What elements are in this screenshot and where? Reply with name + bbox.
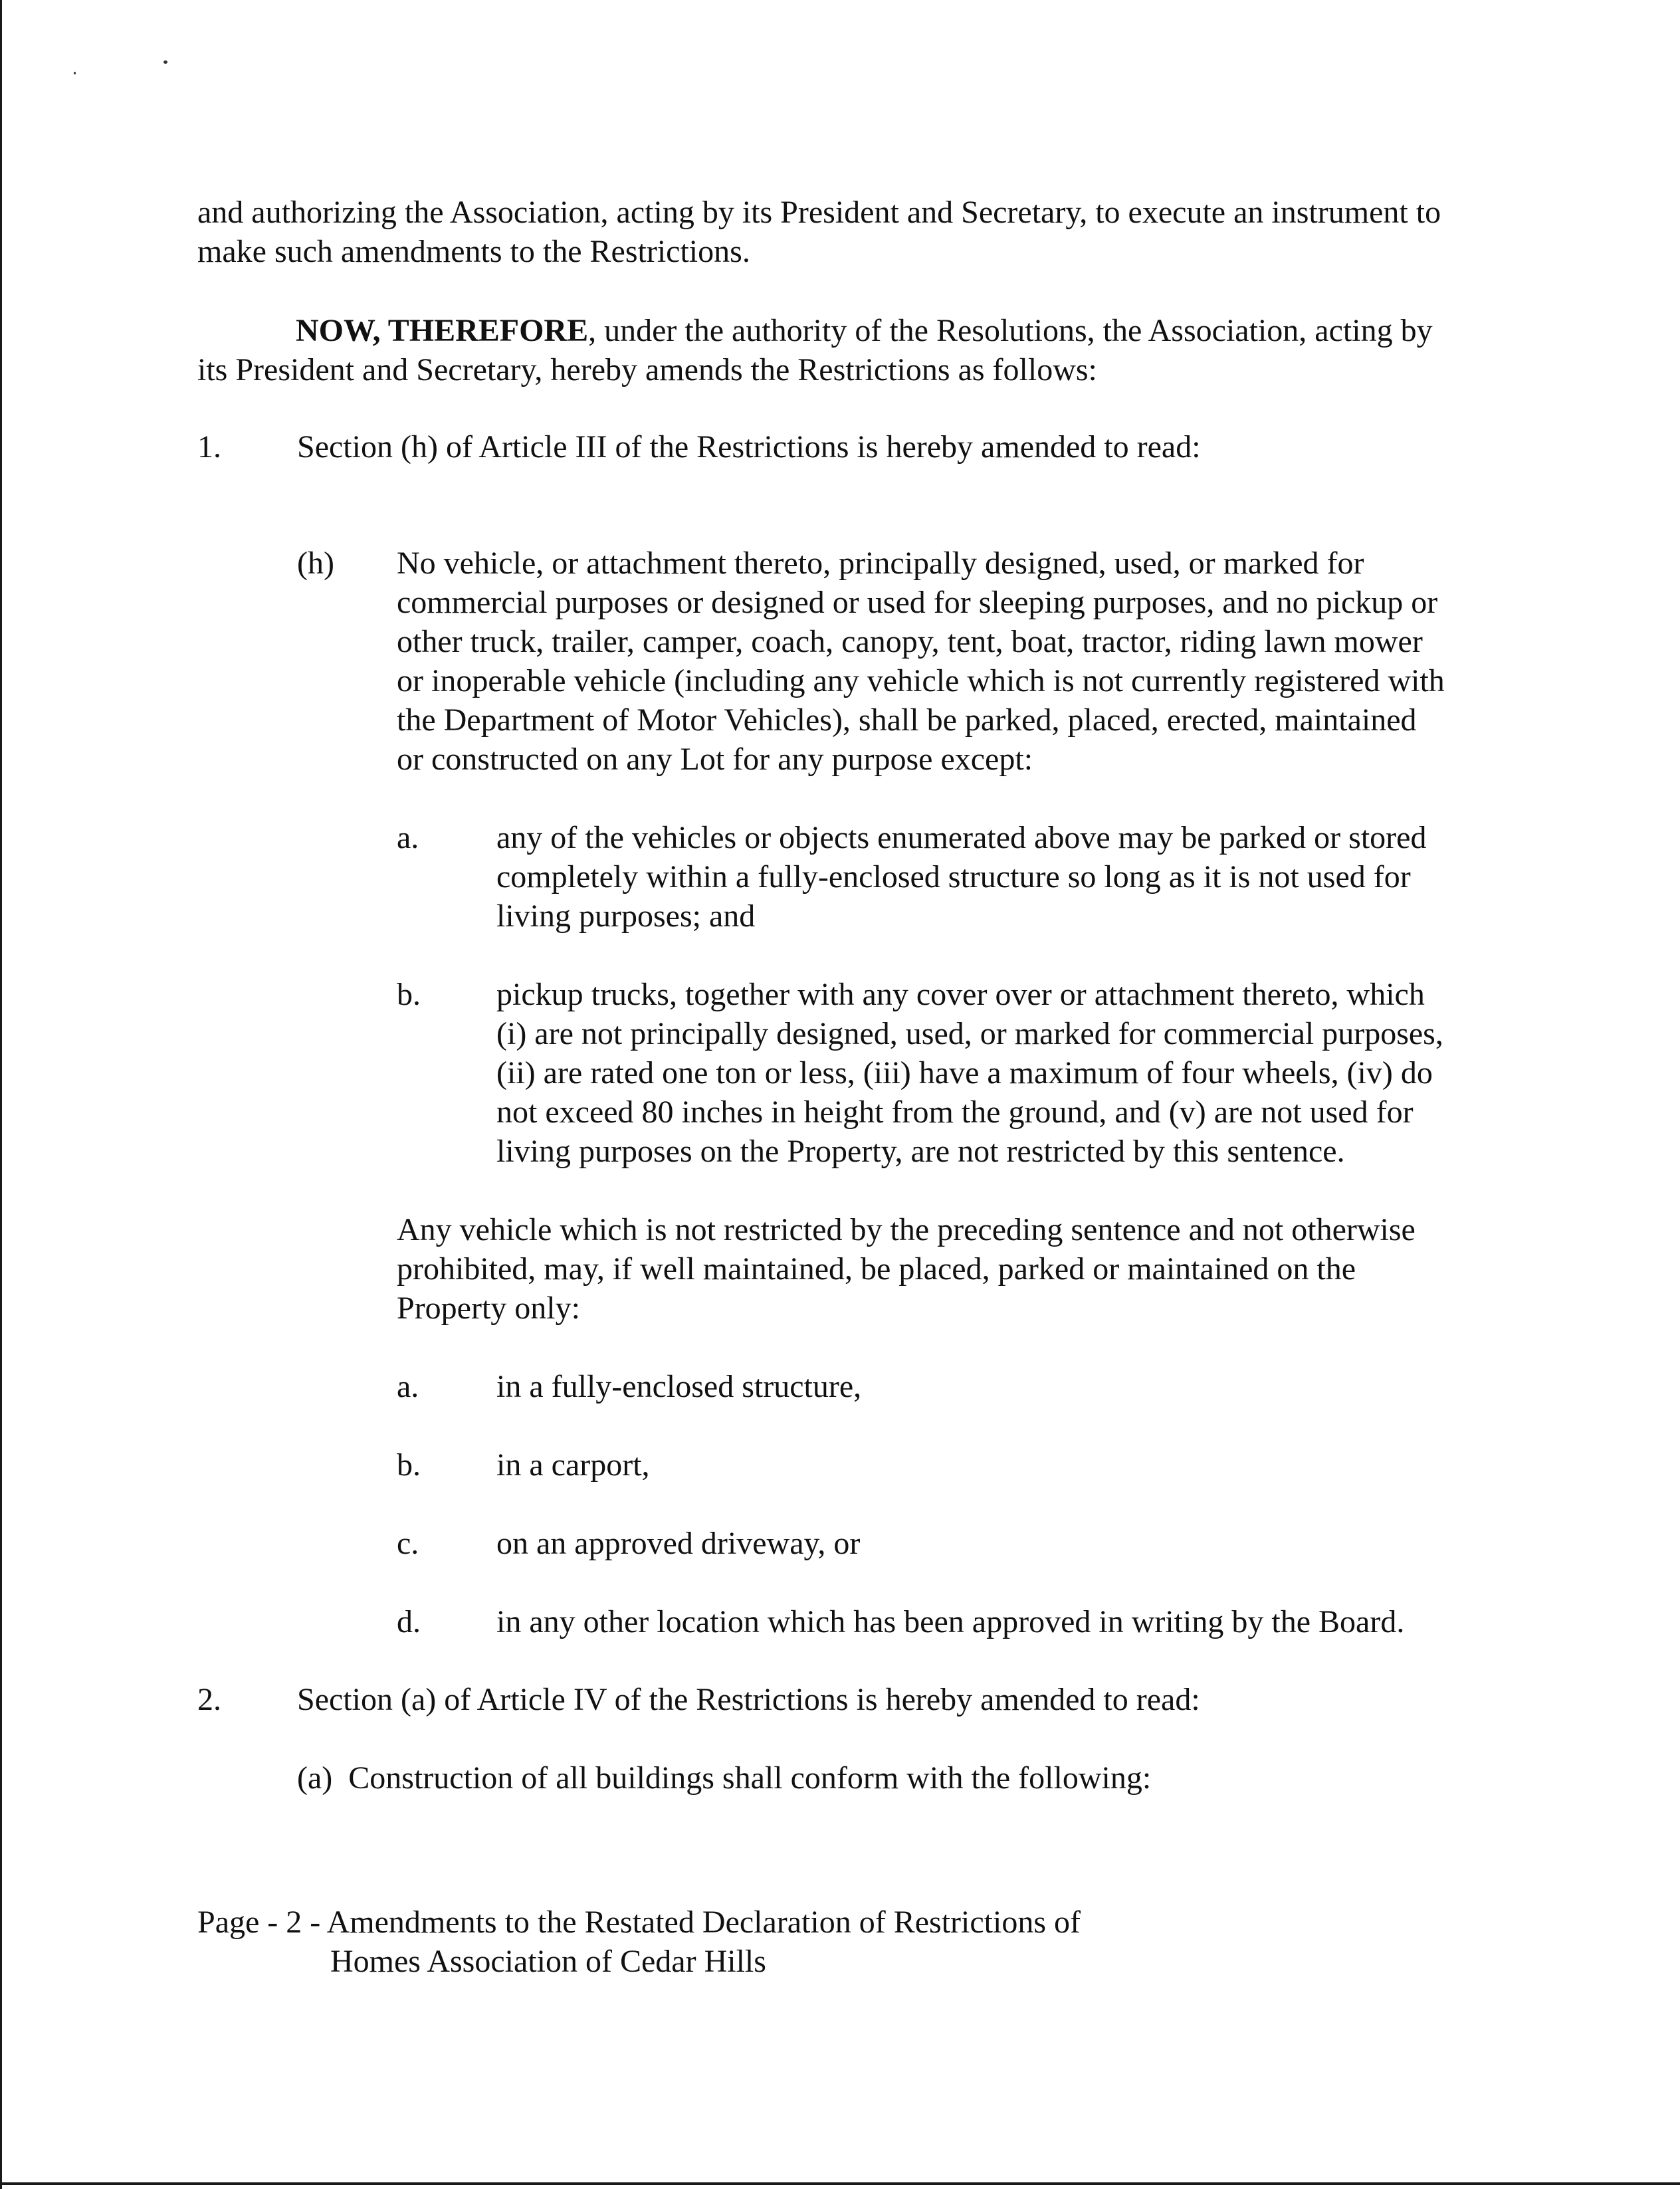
exception-a-line: any of the vehicles or objects enumerated above may be parked or stored — [496, 820, 1427, 855]
exception-a-line: completely within a fully-enclosed structure so long as it is not used for — [496, 859, 1411, 894]
exception-b-line: not exceed 80 inches in height from the ground, and (v) are not used for — [496, 1094, 1414, 1130]
exception-b-line: (ii) are rated one ton or less, (iii) have a maximum of four wheels, (iv) do — [496, 1055, 1433, 1091]
location-text: in any other location which has been approved in writing by the Board. — [496, 1604, 1405, 1639]
intro-paragraph — [197, 193, 1441, 271]
now-therefore-paragraph — [197, 311, 1433, 389]
section-h-line: the Department of Motor Vehicles), shall be parked, placed, erected, maintained — [397, 702, 1417, 738]
section-h-body — [397, 544, 1445, 779]
section-h-line: other truck, trailer, camper, coach, canopy, tent, boat, tractor, riding lawn mower — [397, 624, 1423, 659]
section-h-line: No vehicle, or attachment thereto, principally designed, used, or marked for — [397, 546, 1364, 581]
item-number: 2. — [197, 1682, 221, 1717]
intro-line: and authorizing the Association, acting by its President and Secretary, to execute an instrument to — [197, 195, 1441, 230]
footer-line: Homes Association of Cedar Hills — [330, 1944, 766, 1979]
location-label: d. — [397, 1604, 421, 1639]
location-text: in a carport, — [496, 1447, 650, 1483]
exception-b-label: b. — [397, 977, 421, 1012]
any-vehicle-line: prohibited, may, if well maintained, be placed, parked or maintained on the — [397, 1251, 1356, 1287]
exception-a-line: living purposes; and — [496, 898, 756, 934]
now-therefore-text: , under the authority of the Resolutions, the Association, acting by — [588, 313, 1433, 348]
exception-b-line: living purposes on the Property, are not restricted by this sentence. — [496, 1134, 1345, 1169]
any-vehicle-line: Any vehicle which is not restricted by the preceding sentence and not otherwise — [397, 1212, 1416, 1247]
section-h-line: or inoperable vehicle (including any vehicle which is not currently registered with — [397, 663, 1445, 698]
scan-speck — [163, 60, 167, 64]
intro-line: make such amendments to the Restrictions. — [197, 234, 750, 269]
exception-b-body — [496, 975, 1443, 1171]
item-2-subsection: (a) Construction of all buildings shall conform with the following: — [297, 1760, 1152, 1796]
page-footer — [197, 1903, 1081, 1981]
any-vehicle-line: Property only: — [397, 1291, 580, 1326]
now-therefore-lead: NOW, THEREFORE — [296, 313, 589, 348]
now-therefore-line: its President and Secretary, hereby amends the Restrictions as follows: — [197, 352, 1097, 387]
item-text: Section (h) of Article III of the Restrictions is hereby amended to read: — [297, 429, 1201, 465]
footer-line: Page - 2 - Amendments to the Restated Declaration of Restrictions of — [197, 1905, 1081, 1940]
location-text: on an approved driveway, or — [496, 1526, 861, 1561]
exception-b-line: (i) are not principally designed, used, or marked for commercial purposes, — [496, 1016, 1443, 1051]
location-text: in a fully-enclosed structure, — [496, 1369, 862, 1404]
location-label: a. — [397, 1369, 419, 1404]
section-h-line: commercial purposes or designed or used for sleeping purposes, and no pickup or — [397, 585, 1438, 620]
any-vehicle-paragraph — [397, 1210, 1416, 1328]
page-bottom-edge — [0, 2182, 1680, 2185]
location-label: b. — [397, 1447, 421, 1483]
scan-speck — [74, 72, 76, 74]
item-number: 1. — [197, 429, 221, 465]
section-h-label: (h) — [297, 546, 334, 581]
page-left-edge — [0, 0, 2, 2189]
section-h-line: or constructed on any Lot for any purpose except: — [397, 742, 1033, 777]
location-label: c. — [397, 1526, 419, 1561]
now-therefore-line — [197, 311, 1433, 350]
exception-a-label: a. — [397, 820, 419, 855]
item-text: Section (a) of Article IV of the Restrictions is hereby amended to read: — [297, 1682, 1200, 1717]
exception-a-body — [496, 818, 1426, 936]
exception-b-line: pickup trucks, together with any cover over or attachment thereto, which — [496, 977, 1425, 1012]
